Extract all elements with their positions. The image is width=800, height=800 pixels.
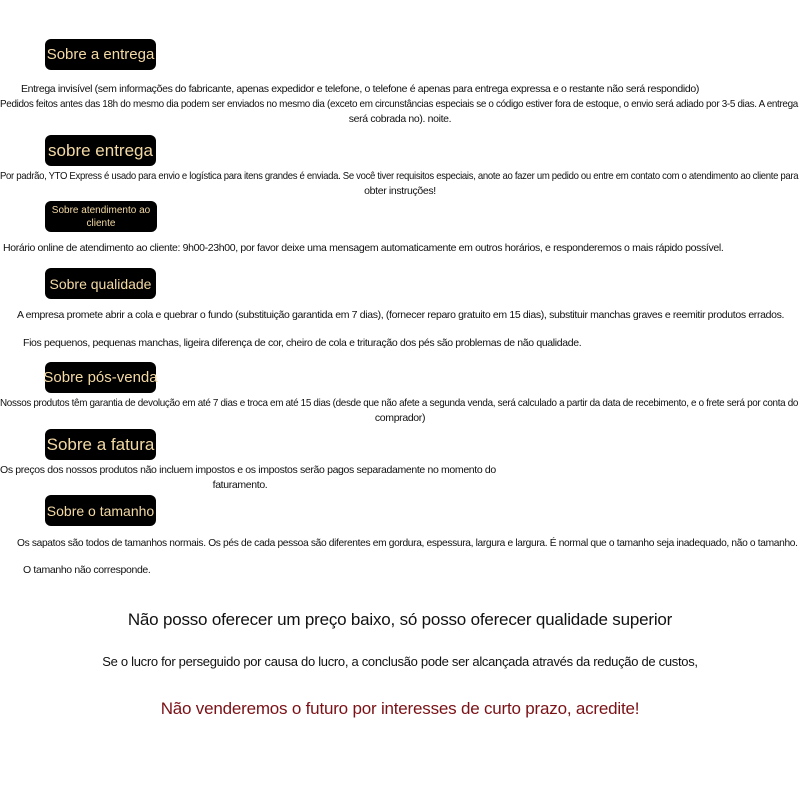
text-line: Entrega invisível (sem informações do fabricante, apenas expedidor e telefone, o telefone é apenas para entrega expressa e o restante não será respondido) <box>20 83 700 95</box>
text-line: Os preços dos nossos produtos não incluem impostos e os impostos serão pagos separadamente no momento do <box>0 464 496 476</box>
text-line: faturamento. <box>212 479 268 491</box>
text-line: Pedidos feitos antes das 18h do mesmo dia podem ser enviados no mesmo dia (exceto em circunstâncias especiais se o código estiver fora de estoque, o envio será adiado por 3-5 dias. A entrega <box>0 98 798 110</box>
slogan-line-3: Não venderemos o futuro por interesses de curto prazo, acredite! <box>160 699 640 718</box>
text-line: Fios pequenos, pequenas manchas, ligeira diferença de cor, cheiro de cola e trituração dos pés são problemas de não qualidade. <box>23 337 582 349</box>
sobre-entrega-text <box>0 169 800 199</box>
text-line: comprador) <box>374 412 426 424</box>
atendimento-text <box>3 241 724 256</box>
text-line: O tamanho não corresponde. <box>23 564 151 576</box>
section-title-fatura: Sobre a fatura <box>45 429 156 460</box>
text-line: Nossos produtos têm garantia de devolução em até 7 dias e troca em até 15 dias (desde que não afete a segunda venda, será calculado a partir da data de recebimento, e o frete será por conta do <box>0 397 799 409</box>
badge-line: Sobre atendimento ao <box>51 204 151 216</box>
text-line: Os sapatos são todos de tamanhos normais. Os pés de cada pessoa são diferentes em gordura, espessura, largura e largura. É normal que o tamanho seja inadequado, não o tamanho. <box>17 537 798 549</box>
text-line: A empresa promete abrir a cola e quebrar o fundo (substituição garantida em 7 dias), (fornecer reparo gratuito em 15 dias), substituir manchas graves e reemitir produtos errados. <box>17 309 785 321</box>
text-line: Horário online de atendimento ao cliente: 9h00-23h00, por favor deixe uma mensagem automaticamente em outros horários, e responderemos o mais rápido possível. <box>3 242 724 254</box>
badge-line: cliente <box>86 217 116 229</box>
entrega-text <box>0 82 800 127</box>
text-line: obter instruções! <box>364 185 436 197</box>
fatura-text <box>0 463 496 493</box>
section-title-sobre-entrega: sobre entrega <box>45 135 156 166</box>
tamanho-text-1 <box>17 536 798 551</box>
section-title-qualidade: Sobre qualidade <box>45 268 156 299</box>
posvenda-text <box>0 396 800 426</box>
qualidade-text-2 <box>23 336 623 351</box>
slogan-line-1: Não posso oferecer um preço baixo, só posso oferecer qualidade superior <box>127 610 673 629</box>
qualidade-text-1 <box>17 308 785 323</box>
tamanho-text-2 <box>23 563 323 578</box>
section-title-atendimento <box>45 201 157 232</box>
text-line: Por padrão, YTO Express é usado para envio e logística para itens grandes é enviada. Se você tiver requisitos especiais, anote ao fazer um pedido ou entre em contato com o atendimento ao cliente para <box>0 170 799 182</box>
section-title-posvenda: Sobre pós-venda <box>45 362 156 393</box>
section-title-tamanho: Sobre o tamanho <box>45 495 156 526</box>
section-title-entrega: Sobre a entrega <box>45 39 156 70</box>
text-line: será cobrada no). noite. <box>348 113 452 125</box>
slogan-line-2: Se o lucro for perseguido por causa do lucro, a conclusão pode ser alcançada através da redução de custos, <box>102 654 698 669</box>
